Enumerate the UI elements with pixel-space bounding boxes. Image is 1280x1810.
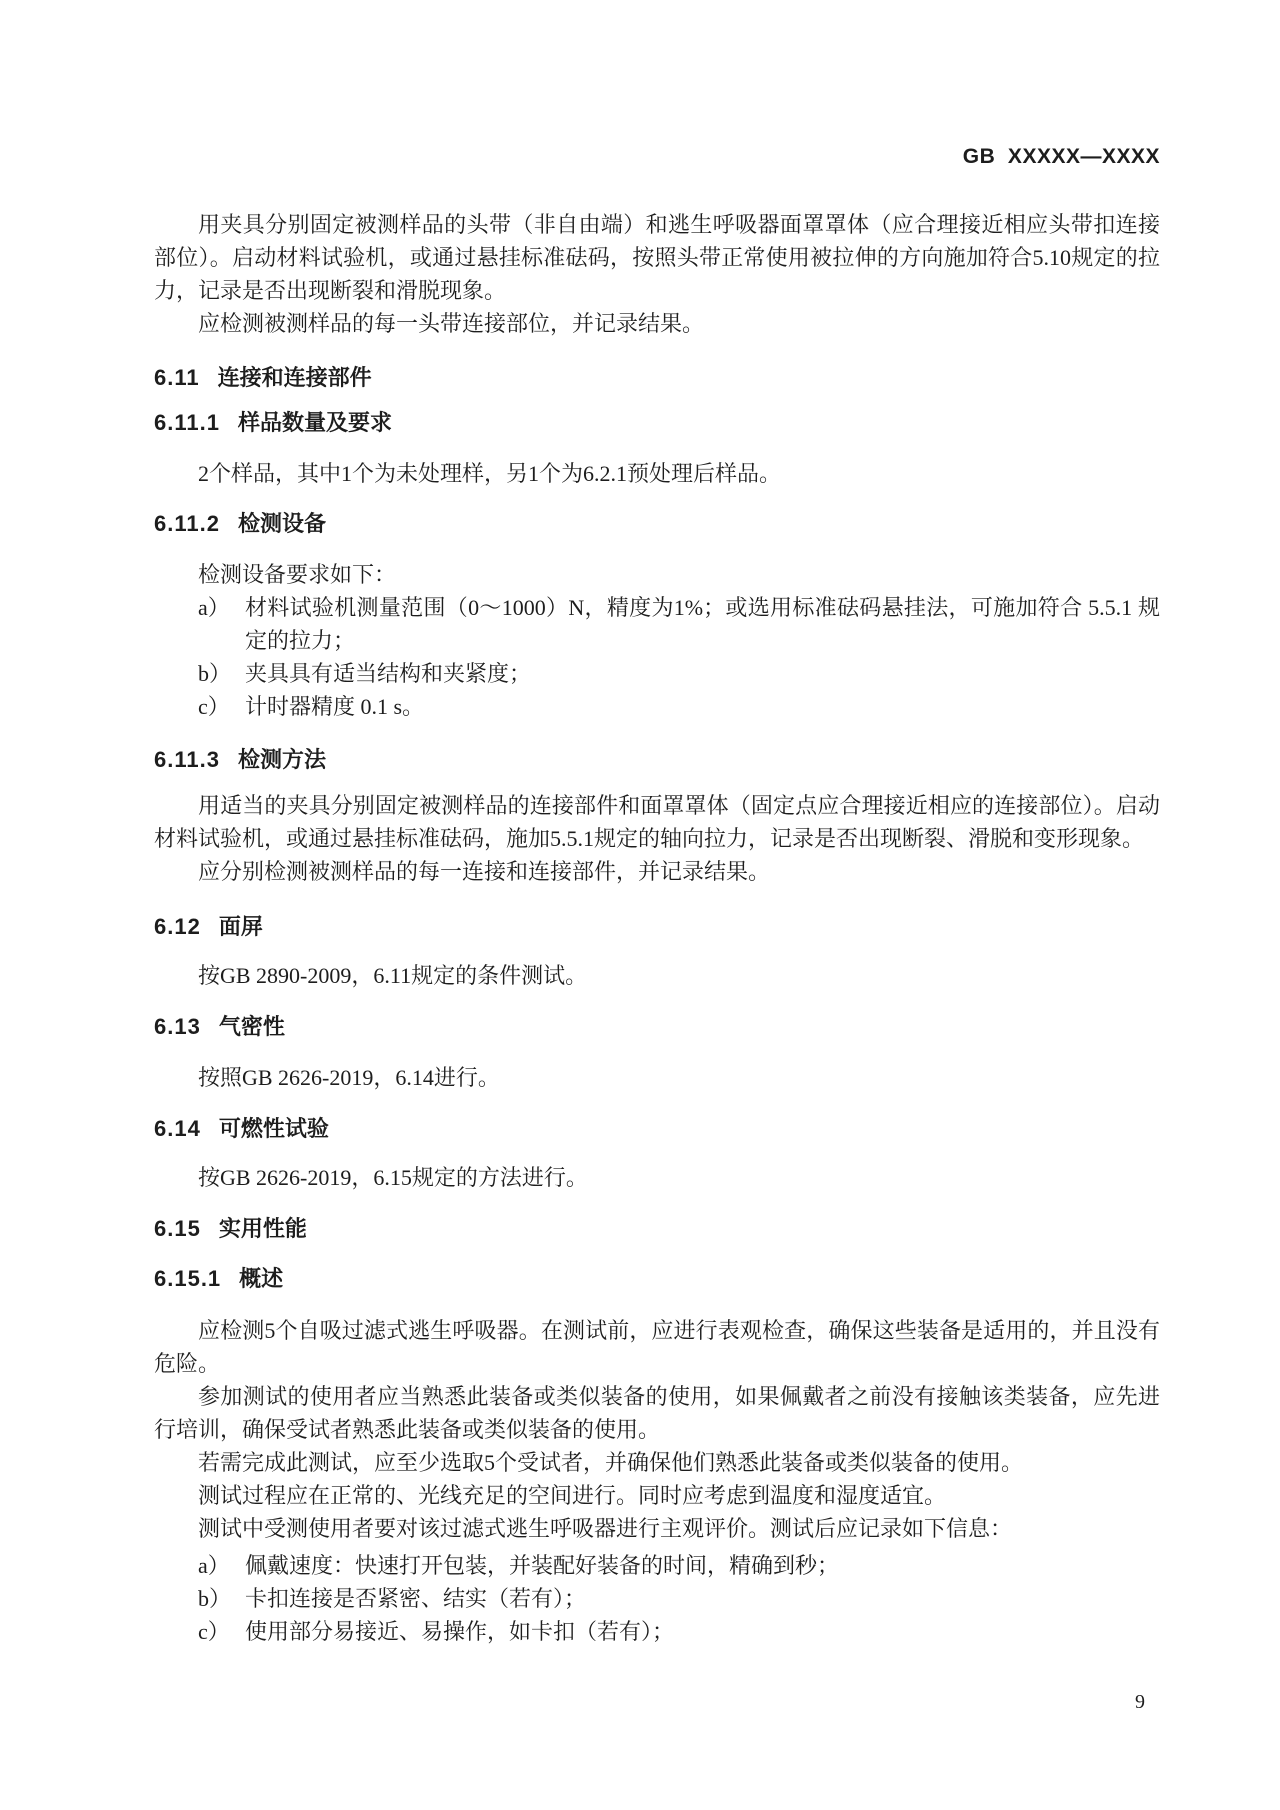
heading-6-15 <box>154 1214 1160 1244</box>
list-item-marker: a） <box>198 1553 230 1578</box>
paragraph-practical-3: 若需完成此测试，应至少选取5个受试者，并确保他们熟悉此装备或类似装备的使用。 <box>198 1450 1024 1475</box>
paragraph-practical-1: 应检测5个自吸过滤式逃生呼吸器。在测试前，应进行表观检查，确保这些装备是适用的，并且没有危险。 <box>154 1318 1160 1376</box>
list-item-text: 卡扣连接是否紧密、结实（若有）； <box>245 1586 587 1611</box>
paragraph-visor-test: 按GB 2890-2009，6.11规定的条件测试。 <box>198 963 588 988</box>
heading-number: 6.15 <box>154 1216 201 1241</box>
paragraph-connection-method: 用适当的夹具分别固定被测样品的连接部件和面罩罩体（固定点应合理接近相应的连接部位）。启动材料试验机，或通过悬挂标准砝码，施加5.5.1规定的轴向拉力，记录是否出现断裂、滑脱和变形现象。 <box>154 793 1160 851</box>
heading-6-11-3 <box>154 745 1160 775</box>
paragraph-headband-method: 用夹具分别固定被测样品的头带（非自由端）和逃生呼吸器面罩罩体（应合理接近相应头带扣连接部位）。启动材料试验机，或通过悬挂标准砝码，按照头带正常使用被拉伸的方向施加符合5.10规定的拉力，记录是否出现断裂和滑脱现象。 <box>154 212 1160 303</box>
list-item-text: 计时器精度 0.1 s。 <box>245 694 425 719</box>
heading-number: 6.11 <box>154 365 200 390</box>
heading-number: 6.11.1 <box>154 410 220 435</box>
heading-number: 6.15.1 <box>154 1266 222 1291</box>
heading-number: 6.13 <box>154 1014 201 1039</box>
list-item-marker: b） <box>198 661 232 686</box>
standard-code-header: GB XXXXX—XXXX <box>962 145 1160 168</box>
heading-title: 检测方法 <box>237 747 326 772</box>
list-item-text: 夹具具有适当结构和夹紧度； <box>245 661 532 686</box>
heading-6-11 <box>154 363 1160 393</box>
heading-title: 可燃性试验 <box>218 1116 329 1141</box>
list-item-text: 材料试验机测量范围（0～1000）N，精度为1%；或选用标准砝码悬挂法，可施加符合 5.5.1 规定的拉力； <box>245 595 1160 653</box>
list-item-text: 佩戴速度：快速打开包装，并装配好装备的时间，精确到秒； <box>245 1553 840 1578</box>
list-item-marker: c） <box>198 1619 230 1644</box>
heading-number: 6.12 <box>154 914 201 939</box>
list-item <box>154 591 1160 657</box>
heading-6-13 <box>154 1012 1160 1042</box>
heading-6-14 <box>154 1114 1160 1144</box>
heading-number: 6.11.3 <box>154 747 220 772</box>
paragraph-practical-5: 测试中受测使用者要对该过滤式逃生呼吸器进行主观评价。测试后应记录如下信息： <box>198 1516 1013 1541</box>
page-content <box>154 0 1160 1648</box>
evaluation-list <box>154 1549 1160 1648</box>
heading-title: 概述 <box>239 1266 284 1291</box>
paragraph-connection-record: 应分别检测被测样品的每一连接和连接部件，并记录结果。 <box>198 859 771 884</box>
list-item-marker: b） <box>198 1586 232 1611</box>
list-item-text: 使用部分易接近、易操作，如卡扣（若有）； <box>245 1619 675 1644</box>
list-item-marker: c） <box>198 694 230 719</box>
paragraph-equipment-intro: 检测设备要求如下： <box>198 562 397 587</box>
equipment-list <box>154 591 1160 723</box>
heading-number: 6.11.2 <box>154 511 220 536</box>
heading-6-11-1 <box>154 408 1160 438</box>
list-item <box>154 1615 1160 1648</box>
heading-6-12 <box>154 912 1160 942</box>
paragraph-practical-2: 参加测试的使用者应当熟悉此装备或类似装备的使用，如果佩戴者之前没有接触该类装备，应先进行培训，确保受试者熟悉此装备或类似装备的使用。 <box>154 1384 1160 1442</box>
list-item-marker: a） <box>198 595 230 620</box>
list-item <box>154 1582 1160 1615</box>
heading-number: 6.14 <box>154 1116 201 1141</box>
list-item <box>154 1549 1160 1582</box>
heading-title: 实用性能 <box>218 1216 307 1241</box>
page-number: 9 <box>1135 1691 1145 1713</box>
heading-6-15-1 <box>154 1264 1160 1294</box>
paragraph-sample-quantity: 2个样品，其中1个为未处理样，另1个为6.2.1预处理后样品。 <box>198 461 782 486</box>
paragraph-headband-record: 应检测被测样品的每一头带连接部位，并记录结果。 <box>198 311 705 336</box>
heading-title: 样品数量及要求 <box>237 410 392 435</box>
heading-title: 连接和连接部件 <box>217 365 372 390</box>
list-item <box>154 657 1160 690</box>
paragraph-practical-4: 测试过程应在正常的、光线充足的空间进行。同时应考虑到温度和湿度适宜。 <box>198 1483 947 1508</box>
heading-6-11-2 <box>154 509 1160 539</box>
heading-title: 面屏 <box>218 914 263 939</box>
list-item <box>154 690 1160 723</box>
paragraph-airtightness-test: 按照GB 2626-2019，6.14进行。 <box>198 1065 500 1090</box>
heading-title: 气密性 <box>218 1014 285 1039</box>
heading-title: 检测设备 <box>237 511 326 536</box>
paragraph-flammability-test: 按GB 2626-2019，6.15规定的方法进行。 <box>198 1165 588 1190</box>
